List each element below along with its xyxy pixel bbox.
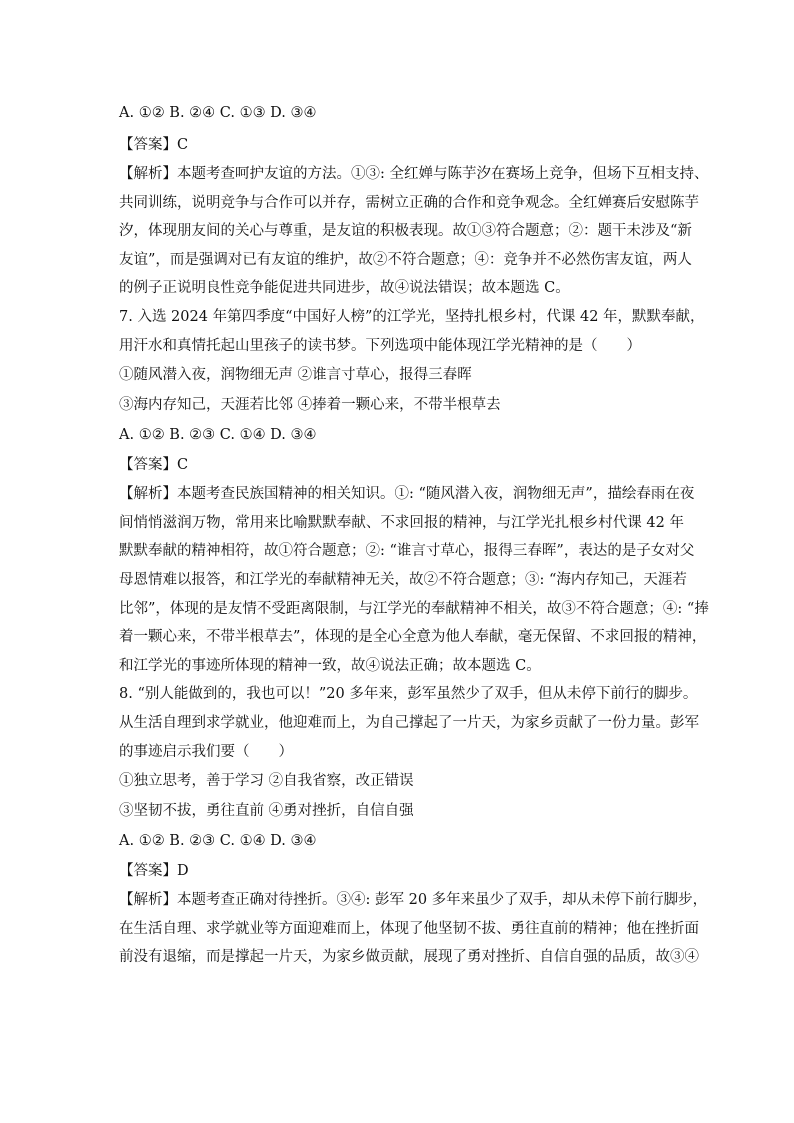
q7-answer: 【答案】C: [119, 457, 189, 474]
q8-answer: 【答案】D: [119, 863, 189, 880]
q6-analysis-line: 【解析】本题考查呵护友谊的方法。①③: 全红婵与陈芋汐在赛场上竞争，但场下互相支持、: [119, 166, 709, 182]
q7-analysis-line: 默默奉献的精神相符，故①符合题意；②: “谁言寸草心，报得三春晖”，表达的是子女对父: [119, 543, 695, 560]
q6-analysis-line: 汐，体现朋友间的关心与尊重，是友谊的积极表现。故①③符合题意；②：题干未涉及“新: [119, 223, 692, 240]
q7-analysis-line: 和江学光的事迹所体现的精神一致，故④说法正确；故本题选 C。: [119, 657, 541, 674]
q7-choice-line: ①随风潜入夜，润物细无声 ②谁言寸草心，报得三春晖: [119, 367, 472, 384]
q8-stem-line: 的事迹启示我们要（ ）: [119, 743, 293, 760]
q8-stem-line: 从生活自理到求学就业，他迎难而上，为自己撑起了一片天，为家乡贡献了一份力量。彭军: [119, 714, 699, 731]
q6-analysis-line: 共同训练，说明竞争与合作可以并存，需树立正确的合作和竞争观念。全红婵赛后安慰陈芋: [119, 194, 699, 211]
q8-analysis-line: 在生活自理、求学就业等方面迎难而上，体现了他坚韧不拔、勇往直前的精神；他在挫折面: [119, 920, 699, 937]
q7-analysis-line: 【解析】本题考查民族国精神的相关知识。①: “随风潜入夜，润物细无声”，描绘春雨在夜: [119, 486, 695, 503]
q7-analysis-line: 母恩情难以报答，和江学光的奉献精神无关，故②不符合题意；③: “海内存知己，天涯若: [119, 571, 687, 588]
q7-stem-line: 用汗水和真情托起山里孩子的读书梦。下列选项中能体现江学光精神的是（ ）: [119, 337, 641, 354]
q6-analysis-line: 友谊”，而是强调对已有友谊的维护，故②不符合题意；④：竞争并不必然伤害友谊，两人: [119, 251, 692, 268]
q7-analysis-line: 着一颗心来，不带半根草去”，体现的是全心全意为他人奉献，毫无保留、不求回报的精神，: [119, 629, 707, 646]
q7-choice-line: ③海内存知己，天涯若比邻 ④捧着一颗心来，不带半根草去: [119, 397, 501, 414]
q8-options: A. ①② B. ②③ C. ①④ D. ③④: [119, 833, 317, 850]
q6-analysis-line: 的例子正说明良性竞争能促进共同进步，故④说法错误；故本题选 C。: [119, 280, 570, 297]
q8-stem-line: 8. “别人能做到的，我也可以！”20 多年来，彭军虽然少了双手，但从未停下前行的脚步。: [119, 686, 698, 703]
q6-options: A. ①② B. ②④ C. ①③ D. ③④: [119, 105, 317, 121]
q7-stem-line: 7. 入选 2024 年第四季度“中国好人榜”的江学光，坚持扎根乡村，代课 42 年，默默奉献，: [119, 308, 705, 325]
q8-analysis-line: 【解析】本题考查正确对待挫折。③④: 彭军 20 多年来虽少了双手，却从未停下前行脚步，: [119, 892, 708, 909]
q8-choice-line: ③坚韧不拔，勇往直前 ④勇对挫折，自信自强: [119, 803, 414, 820]
document-page: [119, 98, 709, 972]
q7-options: A. ①② B. ②③ C. ①④ D. ③④: [119, 427, 317, 444]
q6-answer: 【答案】C: [119, 137, 189, 153]
q7-analysis-line: 比邻”，体现的是友情不受距离限制，与江学光的奉献精神不相关，故③不符合题意；④: “捧: [119, 600, 709, 617]
q8-analysis-line: 前没有退缩，而是撑起一片天，为家乡做贡献，展现了勇对挫折、自信自强的品质，故③④: [119, 949, 699, 966]
q8-choice-line: ①独立思考，善于学习 ②自我省察，改正错误: [119, 773, 414, 790]
q7-analysis-line: 间悄悄滋润万物，常用来比喻默默奉献、不求回报的精神，与江学光扎根乡村代课 42 年: [119, 514, 684, 531]
